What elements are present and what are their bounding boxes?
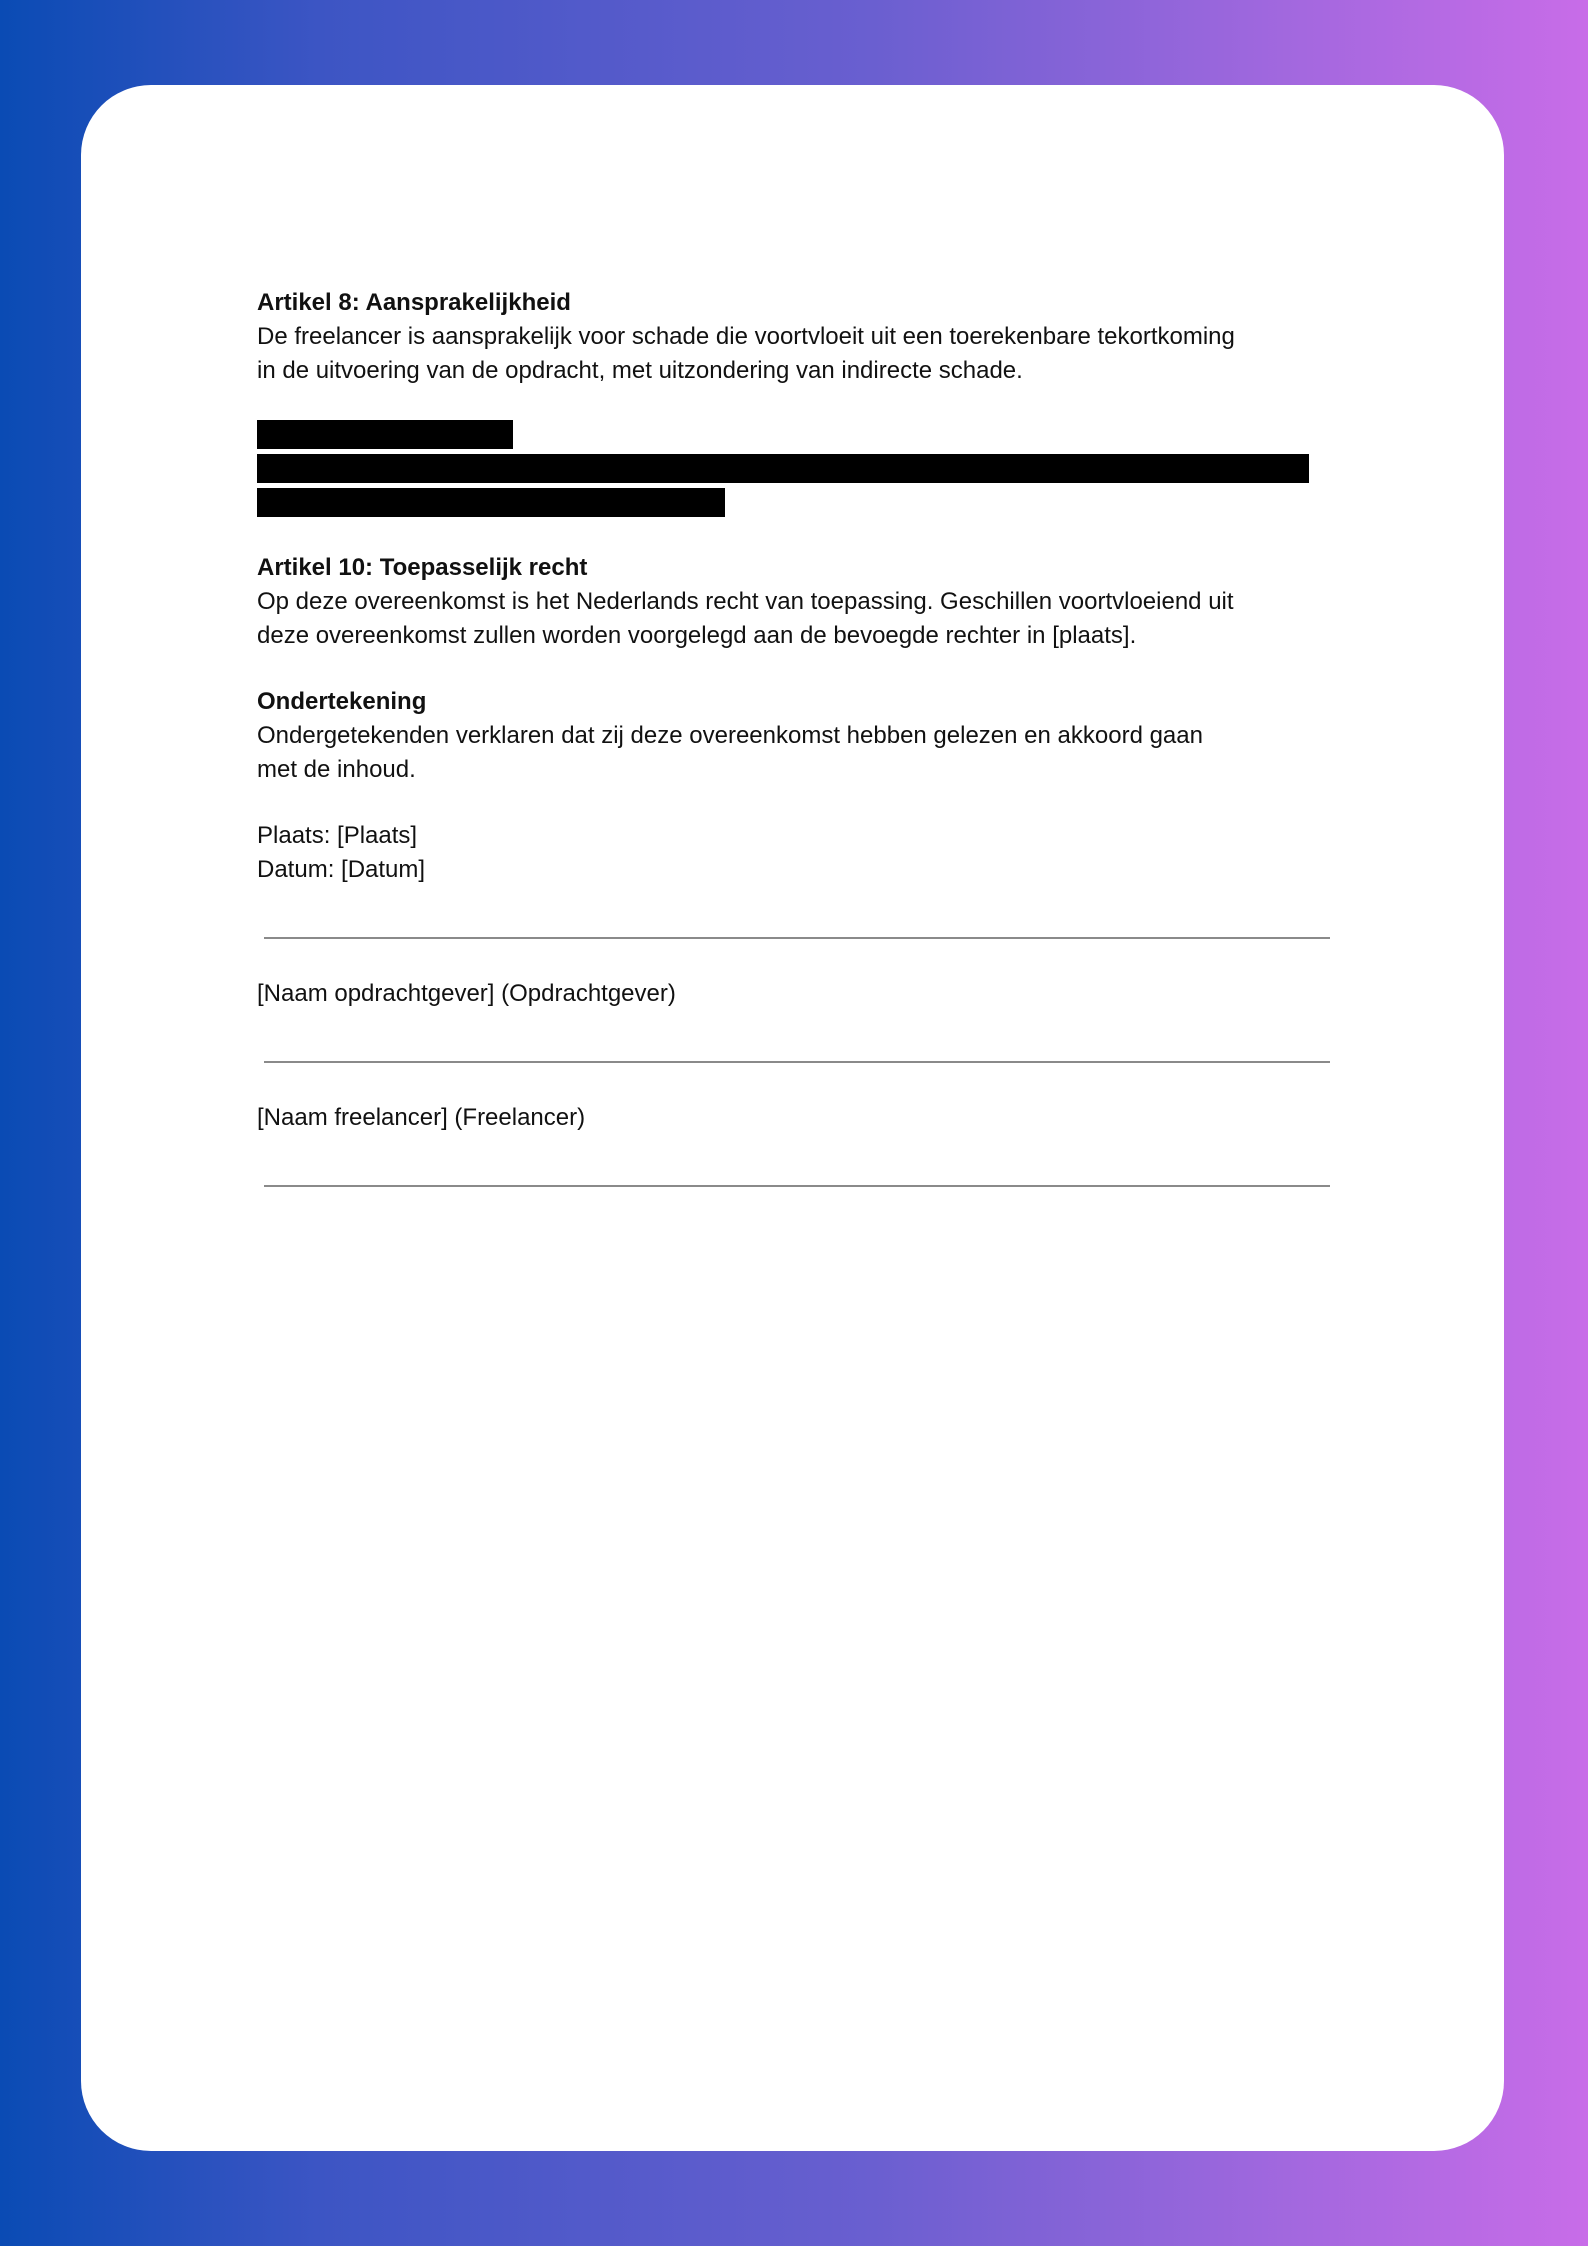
signing-section (257, 685, 1330, 787)
signature-line-2 (264, 1061, 1330, 1063)
article-8 (257, 286, 1330, 388)
signing-heading: Ondertekening (257, 688, 427, 715)
freelancer-signature-name: [Naam freelancer] (Freelancer) (257, 1104, 586, 1131)
place-field: Plaats: [Plaats] (257, 822, 418, 849)
redaction-bar (257, 488, 725, 517)
document-page (257, 286, 1330, 1187)
article-10-heading: Artikel 10: Toepasselijk recht (257, 554, 588, 581)
redaction-bar (257, 420, 513, 449)
date-field: Datum: [Datum] (257, 856, 426, 883)
place-date-block (257, 819, 1330, 887)
article-8-body-line-1: De freelancer is aansprakelijk voor schade die voortvloeit uit een toerekenbare tekortkoming (257, 323, 1235, 350)
signature-line-1 (264, 937, 1330, 939)
redacted-article (257, 420, 1330, 517)
redaction-bar (257, 454, 1309, 483)
signing-body-line-1: Ondergetekenden verklaren dat zij deze overeenkomst hebben gelezen en akkoord gaan (257, 722, 1203, 749)
article-10-body-line-2: deze overeenkomst zullen worden voorgelegd aan de bevoegde rechter in [plaats]. (257, 622, 1137, 649)
signature-line-3 (264, 1185, 1330, 1187)
signing-body-line-2: met de inhoud. (257, 756, 416, 783)
article-8-heading: Artikel 8: Aansprakelijkheid (257, 289, 571, 316)
client-signature-name: [Naam opdrachtgever] (Opdrachtgever) (257, 980, 676, 1007)
article-10-body-line-1: Op deze overeenkomst is het Nederlands recht van toepassing. Geschillen voortvloeiend uit (257, 588, 1234, 615)
article-10 (257, 551, 1330, 653)
article-8-body-line-2: in de uitvoering van de opdracht, met uitzondering van indirecte schade. (257, 357, 1023, 384)
